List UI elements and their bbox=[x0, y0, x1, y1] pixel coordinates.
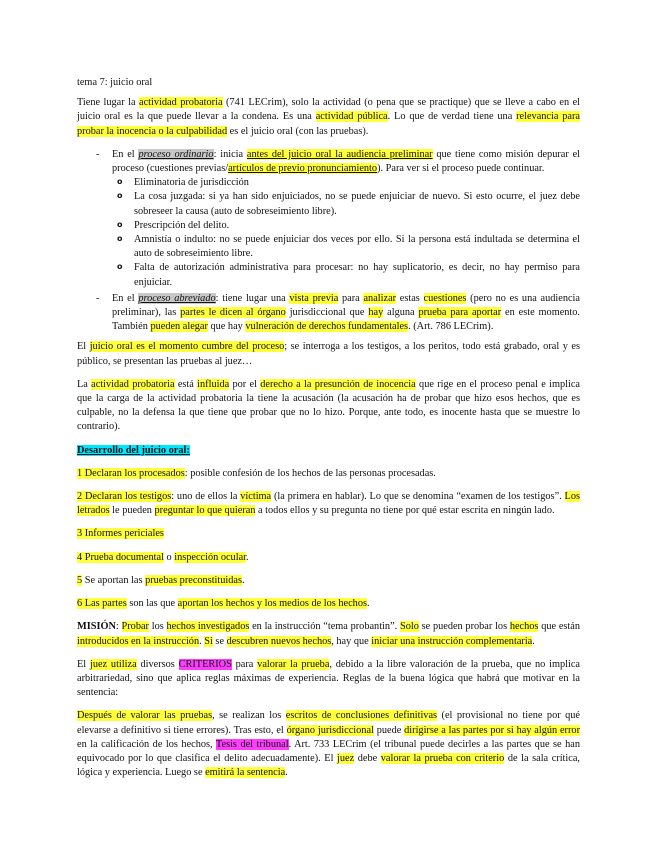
text: : bbox=[115, 621, 122, 633]
highlight: relevancia para probar la inocencia o la culpabilidad bbox=[77, 111, 581, 137]
text: alguna bbox=[383, 307, 419, 319]
highlight: Probar bbox=[121, 621, 149, 633]
highlight: actividad pública bbox=[315, 111, 388, 123]
text: los bbox=[148, 621, 167, 633]
highlight: descubren nuevos hechos bbox=[226, 635, 332, 647]
text: que rige en el proceso penal e implica que la carga de la actividad probatoria la tiene la acusación (la acusación ha de probar que hizo esos hechos, que es culpable, no la defensa la que tiene que probar que no lo hizo. Porque, ante todo, es inocente hasta que se muestre lo contrario). bbox=[77, 378, 580, 433]
highlight: pueden alegar bbox=[150, 321, 208, 333]
highlight: actividad probatoria bbox=[91, 378, 175, 390]
highlight: valorar la prueba con criterio bbox=[380, 752, 505, 764]
section-heading bbox=[77, 444, 580, 458]
step-3 bbox=[77, 527, 580, 541]
text: En el bbox=[112, 148, 139, 160]
highlight: influida bbox=[197, 378, 230, 390]
text: . bbox=[242, 574, 245, 586]
text: está bbox=[174, 378, 198, 390]
highlight: proceso abreviado bbox=[138, 292, 216, 304]
text: Se aportan las bbox=[82, 574, 146, 586]
highlight-magenta: CRITERIOS bbox=[178, 658, 232, 670]
sub-list-item: o Prescripción del delito. bbox=[112, 219, 580, 233]
text: . Lo que de verdad tiene una bbox=[387, 111, 517, 123]
text: a todos ellos y su pregunta no tiene por qué estar escrita en ningún lado. bbox=[255, 505, 555, 517]
list-item-ordinario bbox=[77, 148, 580, 290]
presuncion-paragraph bbox=[77, 378, 580, 435]
step-6 bbox=[77, 597, 580, 611]
text: , hay que bbox=[331, 635, 372, 647]
sub-list-item: o Amnistía o indulto: no se puede enjuiciar dos veces por ello. Si la persona está indultada se determina el auto de sobreseimiento libre. bbox=[112, 233, 580, 261]
text: diversos bbox=[136, 658, 179, 670]
highlight: valorar la prueba bbox=[257, 658, 330, 670]
highlight: artículos de previo pronunciamiento bbox=[228, 163, 378, 175]
highlight: emitirá la sentencia bbox=[205, 767, 286, 779]
intro-paragraph bbox=[77, 96, 580, 139]
highlight: analizar bbox=[363, 292, 397, 304]
text: . bbox=[532, 635, 535, 647]
highlight: inspección ocular bbox=[174, 551, 247, 563]
text: (el provisional no tiene por qué elevarse a definitivo si tiene errores). Tras esto, el bbox=[77, 710, 580, 736]
highlight: juez bbox=[337, 752, 355, 764]
step-5 bbox=[77, 574, 580, 588]
highlight: hay bbox=[368, 307, 384, 319]
highlight: 1 Declaran los procesados bbox=[77, 467, 185, 479]
text: (la primera en hablar). Lo que se denomina “examen de los testigos”. bbox=[271, 491, 565, 503]
text: : tiene lugar una bbox=[215, 292, 290, 304]
text: (741 LECrim), solo la actividad (o pena que se practique) que se lleve a cabo en el juicio oral es la que puede llevar a la condena. Es una bbox=[77, 97, 580, 123]
highlight: vista previa bbox=[289, 292, 339, 304]
text: . bbox=[199, 635, 205, 647]
text: . (Art. 786 LECrim). bbox=[408, 321, 494, 333]
document-page bbox=[77, 76, 580, 789]
text: En el bbox=[112, 292, 139, 304]
text: El bbox=[77, 341, 90, 353]
step-2 bbox=[77, 490, 580, 518]
highlight: juez utiliza bbox=[89, 658, 137, 670]
text: , se realizan los bbox=[212, 710, 286, 722]
text: . bbox=[366, 598, 370, 610]
sub-list-item: o La cosa juzgada: si ya han sido enjuiciados, no se puede enjuiciar de nuevo. Si esto ocurre, el juez debe sobreseer la causa (auto de sobreseimiento libre). bbox=[112, 190, 580, 218]
text: . bbox=[246, 551, 249, 563]
sub-list bbox=[112, 176, 580, 290]
highlight: víctima bbox=[240, 491, 272, 503]
text: de la sala crítica, lógica y experiencia. Luego se bbox=[77, 752, 580, 779]
highlight: preguntar lo que quieran bbox=[154, 505, 256, 517]
text: son las que bbox=[126, 598, 178, 610]
text: que tiene como misión depurar el proceso (cuestiones previas/ bbox=[112, 148, 580, 175]
text: para bbox=[338, 292, 364, 304]
highlight: pruebas preconstituidas bbox=[145, 574, 243, 586]
bold-label: MISIÓN bbox=[77, 621, 116, 633]
highlight: Solo bbox=[399, 621, 419, 633]
text: que están bbox=[538, 621, 580, 633]
highlight: partes le dicen al órgano bbox=[180, 307, 286, 319]
document-title: tema 7: juicio oral bbox=[77, 77, 153, 88]
text: que hay bbox=[207, 321, 246, 333]
text: : inicia bbox=[213, 148, 247, 160]
text: en este momento. También bbox=[112, 307, 581, 333]
text: : posible confesión de los hechos de las personas procesadas. bbox=[184, 467, 436, 479]
text: le pueden bbox=[109, 505, 155, 517]
text: es el juicio oral (con las pruebas). bbox=[227, 125, 369, 137]
text: estas bbox=[396, 292, 424, 304]
text: El bbox=[77, 658, 90, 670]
text: se bbox=[212, 635, 227, 647]
highlight: 5 bbox=[77, 574, 83, 586]
step-1 bbox=[77, 467, 580, 481]
highlight: escritos de conclusiones definitivas bbox=[285, 710, 438, 722]
text: en la instrucción “tema probantin”. bbox=[249, 621, 400, 633]
highlight: prueba para aportar bbox=[418, 307, 502, 319]
sub-list-item: o Eliminatoria de jurisdicción bbox=[112, 176, 580, 190]
highlight: Si bbox=[204, 635, 213, 647]
mision-paragraph bbox=[77, 620, 580, 648]
highlight: órgano jurisdiccional bbox=[286, 724, 374, 736]
text: : uno de ellos la bbox=[171, 491, 241, 503]
text: ). Para ver si el proceso puede continuar. bbox=[377, 163, 545, 175]
highlight: cuestiones bbox=[423, 292, 467, 304]
highlight: iniciar una instrucción complementaria bbox=[371, 635, 533, 647]
text: (pero no es una audiencia preliminar), las bbox=[112, 292, 580, 319]
highlight: introducidos en la instrucción bbox=[77, 635, 200, 647]
highlight: aportan los hechos y los medios de los hechos bbox=[177, 598, 367, 610]
highlight: 6 Las partes bbox=[77, 598, 127, 610]
highlight: hechos bbox=[509, 621, 539, 633]
highlight-magenta: Tesis del tribunal bbox=[215, 738, 289, 750]
text: Tiene lugar la bbox=[77, 97, 140, 109]
text: debe bbox=[354, 752, 381, 764]
text: ; se interroga a los testigos, a los peritos, todo está grabado, oral y es público, se presentan las pruebas al juez… bbox=[77, 341, 580, 367]
highlight: hechos investigados bbox=[166, 621, 250, 633]
text: para bbox=[231, 658, 258, 670]
criterios-paragraph bbox=[77, 658, 580, 701]
text: jurisdiccional que bbox=[285, 307, 369, 319]
highlight: actividad probatoria bbox=[139, 97, 223, 109]
text: en la calificación de los hechos, bbox=[77, 738, 216, 750]
highlight: 2 Declaran los testigos bbox=[77, 491, 172, 503]
juicio-oral-paragraph bbox=[77, 340, 580, 368]
text: . Art. 733 LECrim (el tribunal puede decirles a las partes que se han equivocado por lo que clasifica el delito adecuadamente). El bbox=[77, 738, 581, 764]
sub-list-item: o Falta de autorización administrativa para procesar: no hay suplicatorio, es decir, no hay permiso para enjuiciar. bbox=[112, 261, 580, 289]
step-4 bbox=[77, 551, 580, 565]
text: por el bbox=[229, 378, 261, 390]
highlight: dirigirse a las partes por si hay algún error bbox=[404, 724, 580, 736]
highlight: proceso ordinario bbox=[138, 148, 214, 160]
text: , debido a la libre valoración de la prueba, que no implica arbitrariedad, sino que aplica reglas máximas de experiencia. Reglas de la buena lógica que habrá que motivar en la sentencia: bbox=[77, 658, 580, 699]
list-item-abreviado bbox=[77, 292, 580, 335]
text: puede bbox=[373, 724, 405, 736]
highlight: Los letrados bbox=[77, 491, 580, 517]
text: La bbox=[77, 378, 92, 390]
highlight: 4 Prueba documental bbox=[77, 551, 164, 563]
text: se pueden probar los bbox=[418, 621, 510, 633]
final-paragraph bbox=[77, 709, 580, 780]
process-types-list bbox=[77, 148, 580, 335]
highlight: derecho a la presunción de inocencia bbox=[260, 378, 416, 390]
heading-text: Desarrollo del juicio oral: bbox=[77, 444, 190, 456]
highlight: vulneración de derechos fundamentales bbox=[245, 321, 409, 333]
highlight: juicio oral es el momento cumbre del proceso bbox=[89, 341, 285, 353]
highlight: antes del juicio oral la audiencia preliminar bbox=[246, 148, 433, 160]
highlight: 3 Informes periciales bbox=[77, 528, 164, 540]
highlight: Después de valorar las pruebas bbox=[77, 710, 213, 722]
text: . bbox=[285, 767, 288, 779]
text: o bbox=[163, 551, 175, 563]
